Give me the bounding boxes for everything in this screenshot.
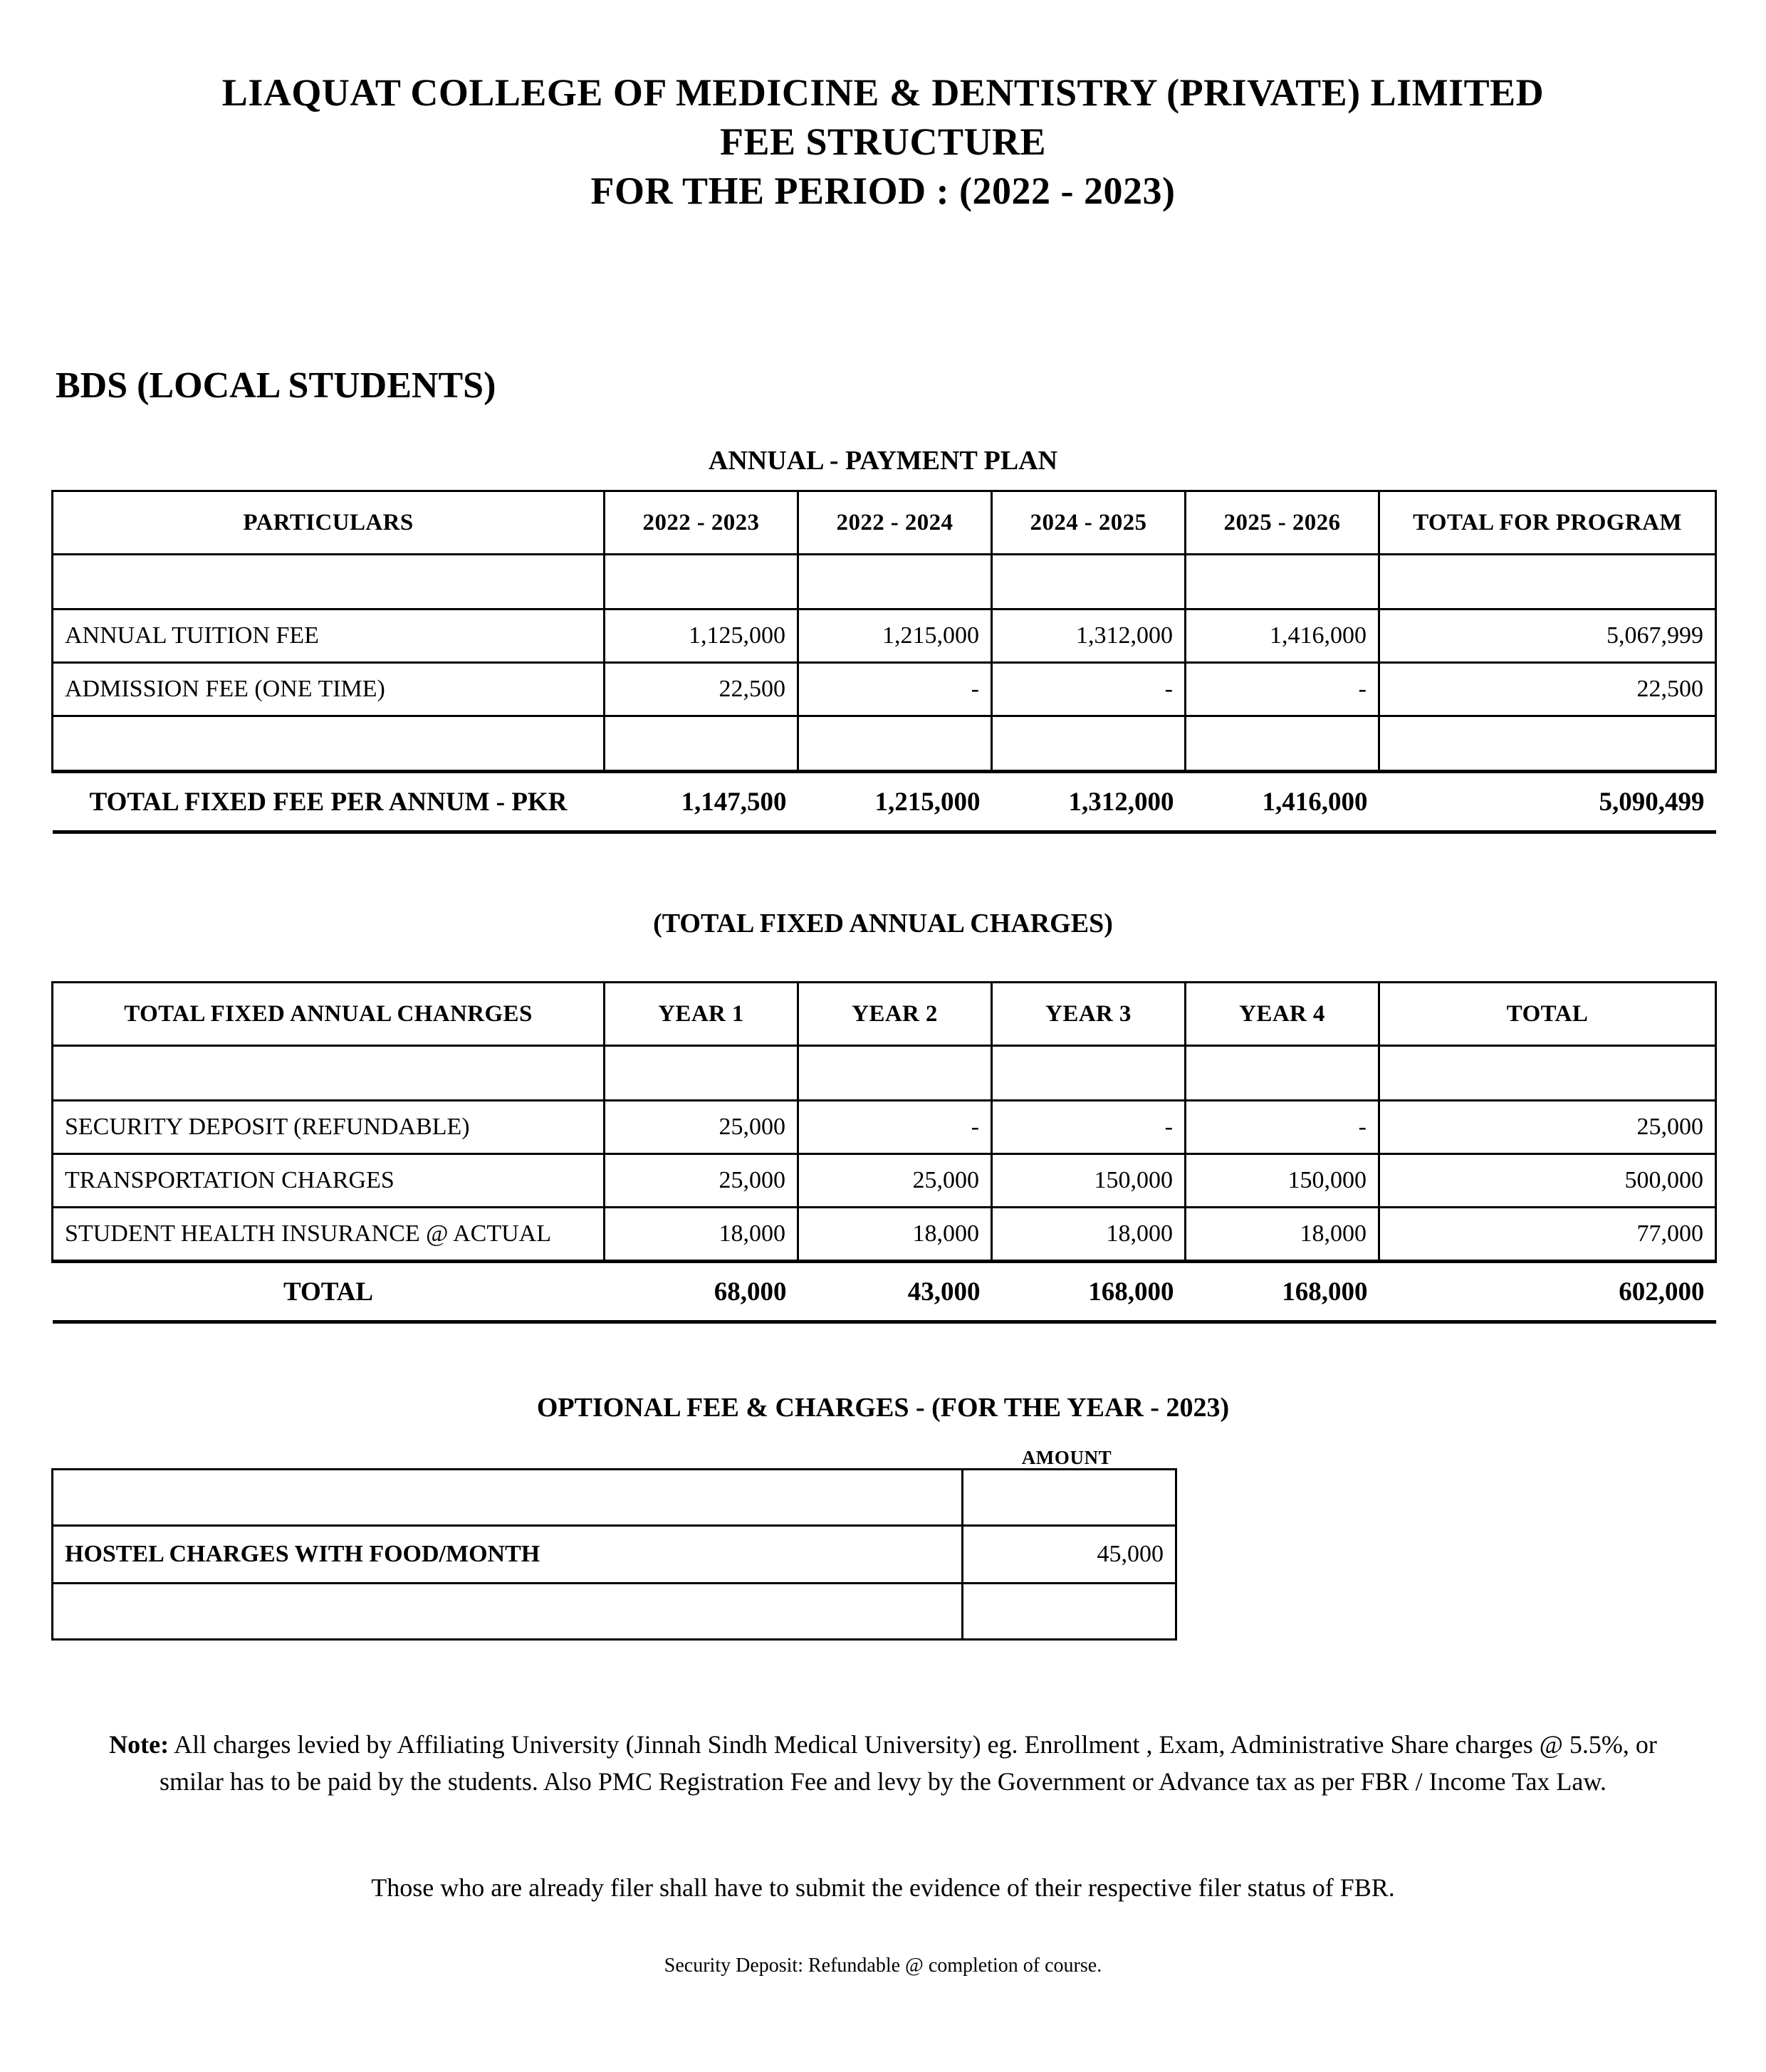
table-row xyxy=(53,1208,1716,1262)
note-paragraph-1: All charges levied by Affiliating University (Jinnah Sindh Medical University) eg. Enrollment , Exam, Administrative Share charges @ 5.5%, or smilar has to be paid by the students. Also PMC Registration Fee and levy by the Government or Advance tax as per FBR / Income Tax Law. xyxy=(159,1730,1657,1796)
total-value: 68,000 xyxy=(605,1262,798,1322)
total-value: 5,090,499 xyxy=(1379,772,1716,832)
page-title xyxy=(0,68,1766,216)
total-value: 1,312,000 xyxy=(992,772,1186,832)
row-value: 25,000 xyxy=(605,1154,798,1208)
amount-column-header: AMOUNT xyxy=(1021,1447,1112,1468)
row-value: 22,500 xyxy=(1379,663,1716,716)
row-value: 18,000 xyxy=(798,1208,992,1262)
spacer-row xyxy=(53,1046,1716,1101)
table-header-row xyxy=(53,983,1716,1046)
total-value: 1,215,000 xyxy=(798,772,992,832)
column-header-year-2: YEAR 2 xyxy=(798,983,992,1046)
optional-fees-caption: OPTIONAL FEE & CHARGES - (FOR THE YEAR - 2023) xyxy=(536,1393,1230,1423)
total-label: TOTAL FIXED FEE PER ANNUM - PKR xyxy=(53,772,605,832)
column-header-total: TOTAL xyxy=(1379,983,1716,1046)
column-header-year-4: YEAR 4 xyxy=(1186,983,1379,1046)
column-header-2022-2023: 2022 - 2023 xyxy=(605,491,798,555)
row-value: 1,416,000 xyxy=(1186,609,1379,663)
row-value: - xyxy=(798,663,992,716)
spacer-cell xyxy=(798,1046,992,1101)
title-line-2: FEE STRUCTURE xyxy=(719,120,1047,164)
row-value: 5,067,999 xyxy=(1379,609,1716,663)
total-value: 1,147,500 xyxy=(605,772,798,832)
spacer-cell xyxy=(53,1046,605,1101)
note-label: Note: xyxy=(109,1730,169,1759)
optional-fees-table xyxy=(51,1468,1177,1641)
spacer-cell xyxy=(1379,1046,1716,1101)
column-header-total-for-program: TOTAL FOR PROGRAM xyxy=(1379,491,1716,555)
note-paragraph-2: Those who are already filer shall have to submit the evidence of their respective filer status of FBR. xyxy=(371,1873,1395,1902)
spacer-cell xyxy=(1379,716,1716,772)
spacer-cell xyxy=(53,1470,963,1526)
row-value: 77,000 xyxy=(1379,1208,1716,1262)
row-value: 1,215,000 xyxy=(798,609,992,663)
table-total-row xyxy=(53,772,1716,832)
spacer-row xyxy=(53,716,1716,772)
table-row xyxy=(53,1101,1716,1154)
spacer-cell xyxy=(992,1046,1186,1101)
spacer-cell xyxy=(1186,1046,1379,1101)
annual-plan-caption: ANNUAL - PAYMENT PLAN xyxy=(708,446,1058,476)
row-label: STUDENT HEALTH INSURANCE @ ACTUAL xyxy=(53,1208,605,1262)
total-value: 168,000 xyxy=(992,1262,1186,1322)
spacer-cell xyxy=(53,716,605,772)
row-value: 25,000 xyxy=(605,1101,798,1154)
column-header-year-1: YEAR 1 xyxy=(605,983,798,1046)
row-value: 25,000 xyxy=(1379,1101,1716,1154)
spacer-cell xyxy=(1186,716,1379,772)
spacer-cell xyxy=(53,555,605,609)
title-line-1: LIAQUAT COLLEGE OF MEDICINE & DENTISTRY (PRIVATE) LIMITED xyxy=(221,71,1545,114)
row-label: HOSTEL CHARGES WITH FOOD/MONTH xyxy=(53,1526,963,1584)
note-paragraph-3: Security Deposit: Refundable @ completion of course. xyxy=(664,1955,1102,1977)
total-value: 1,416,000 xyxy=(1186,772,1379,832)
row-value: - xyxy=(992,1101,1186,1154)
spacer-cell xyxy=(798,716,992,772)
spacer-cell xyxy=(963,1584,1176,1640)
spacer-cell xyxy=(963,1470,1176,1526)
total-value: 602,000 xyxy=(1379,1262,1716,1322)
column-header-2025-2026: 2025 - 2026 xyxy=(1186,491,1379,555)
table-row xyxy=(53,1526,1176,1584)
row-value: - xyxy=(1186,663,1379,716)
row-value: - xyxy=(992,663,1186,716)
spacer-cell xyxy=(605,1046,798,1101)
row-value: - xyxy=(1186,1101,1379,1154)
annual-payment-plan-table xyxy=(51,490,1717,834)
row-value: 22,500 xyxy=(605,663,798,716)
column-header-2022-2024: 2022 - 2024 xyxy=(798,491,992,555)
total-label: TOTAL xyxy=(53,1262,605,1322)
total-value: 43,000 xyxy=(798,1262,992,1322)
table-row xyxy=(53,1154,1716,1208)
notes-block xyxy=(100,1727,1666,1801)
column-header-charges: TOTAL FIXED ANNUAL CHANRGES xyxy=(53,983,605,1046)
row-value: 1,312,000 xyxy=(992,609,1186,663)
row-value: 18,000 xyxy=(605,1208,798,1262)
spacer-row xyxy=(53,1584,1176,1640)
row-value: - xyxy=(798,1101,992,1154)
row-value: 45,000 xyxy=(963,1526,1176,1584)
row-value: 25,000 xyxy=(798,1154,992,1208)
row-label: ANNUAL TUITION FEE xyxy=(53,609,605,663)
row-label: TRANSPORTATION CHARGES xyxy=(53,1154,605,1208)
spacer-cell xyxy=(1186,555,1379,609)
fixed-charges-caption: (TOTAL FIXED ANNUAL CHARGES) xyxy=(653,909,1113,938)
row-value: 18,000 xyxy=(1186,1208,1379,1262)
program-title: BDS (LOCAL STUDENTS) xyxy=(56,365,496,406)
spacer-cell xyxy=(1379,555,1716,609)
table-row xyxy=(53,609,1716,663)
row-value: 18,000 xyxy=(992,1208,1186,1262)
row-value: 150,000 xyxy=(992,1154,1186,1208)
total-value: 168,000 xyxy=(1186,1262,1379,1322)
row-value: 150,000 xyxy=(1186,1154,1379,1208)
spacer-cell xyxy=(992,716,1186,772)
row-label: SECURITY DEPOSIT (REFUNDABLE) xyxy=(53,1101,605,1154)
row-value: 1,125,000 xyxy=(605,609,798,663)
spacer-cell xyxy=(798,555,992,609)
column-header-year-3: YEAR 3 xyxy=(992,983,1186,1046)
spacer-cell xyxy=(53,1584,963,1640)
spacer-cell xyxy=(605,716,798,772)
row-value: 500,000 xyxy=(1379,1154,1716,1208)
table-row xyxy=(53,663,1716,716)
fixed-annual-charges-table xyxy=(51,981,1717,1324)
row-label: ADMISSION FEE (ONE TIME) xyxy=(53,663,605,716)
title-line-3: FOR THE PERIOD : (2022 - 2023) xyxy=(590,169,1176,213)
column-header-particulars: PARTICULARS xyxy=(53,491,605,555)
spacer-cell xyxy=(992,555,1186,609)
spacer-cell xyxy=(605,555,798,609)
table-total-row xyxy=(53,1262,1716,1322)
column-header-2024-2025: 2024 - 2025 xyxy=(992,491,1186,555)
document-header xyxy=(0,0,1766,216)
spacer-row xyxy=(53,555,1716,609)
table-header-row xyxy=(53,491,1716,555)
spacer-row xyxy=(53,1470,1176,1526)
